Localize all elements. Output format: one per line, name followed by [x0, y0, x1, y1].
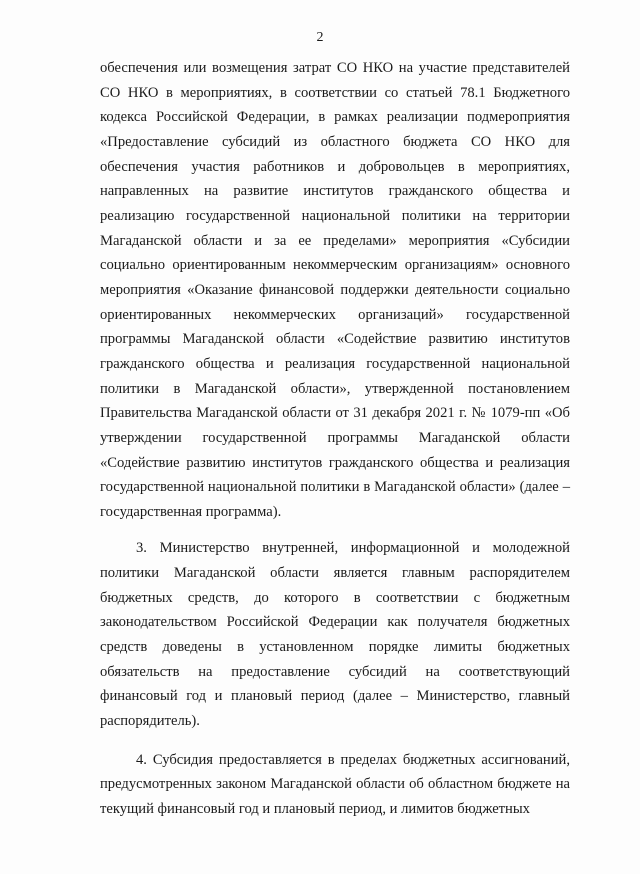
paragraph-3: 3. Министерство внутренней, информационной и молодежной политики Магаданской области является главным распорядителем бюджетных средств, до которого в соответствии с бюджетным законодательством Российской Федерации как получателя бюджетных средств доведены в установленном порядке лимиты бюджетных обязательств на предоставление субсидий на соответствующий финансовый год и плановый период (далее – Министерство, главный распорядитель). — [100, 540, 570, 730]
paragraph-continuation: обеспечения или возмещения затрат СО НКО на участие представителей СО НКО в мероприятиях, в соответствии со статьей 78.1 Бюджетного кодекса Российской Федерации, в рамках реализации подмероприятия «Предоставление субсидий из областного бюджета СО НКО для обеспечения участия работников и добровольцев в мероприятиях, направленных на развитие институтов гражданского общества и реализацию государственной национальной политики на территории Магаданской области и за ее пределами» мероприятия «Субсидии социально ориентированным некоммерческим организациям» основного мероприятия «Оказание финансовой поддержки деятельности социально ориентированных некоммерческих организаций» государственной программы Магаданской области «Содействие развитию институтов гражданского общества и реализация государственной национальной политики в Магаданской области», утвержденной постановлением Правительства Магаданской области от 31 декабря 2021 г. № 1079-пп «Об утверждении государственной программы Магаданской области «Содействие развитию институтов гражданского общества и реализация государственной национальной политики в Магаданской области» (далее – государственная программа). — [100, 60, 570, 520]
paragraph-4: 4. Субсидия предоставляется в пределах бюджетных ассигнований, предусмотренных законом Магаданской области об областном бюджете на текущий финансовый год и плановый период, и лимитов бюджетных — [100, 751, 570, 818]
page-number: 2 — [316, 30, 324, 45]
document-body — [100, 56, 570, 822]
